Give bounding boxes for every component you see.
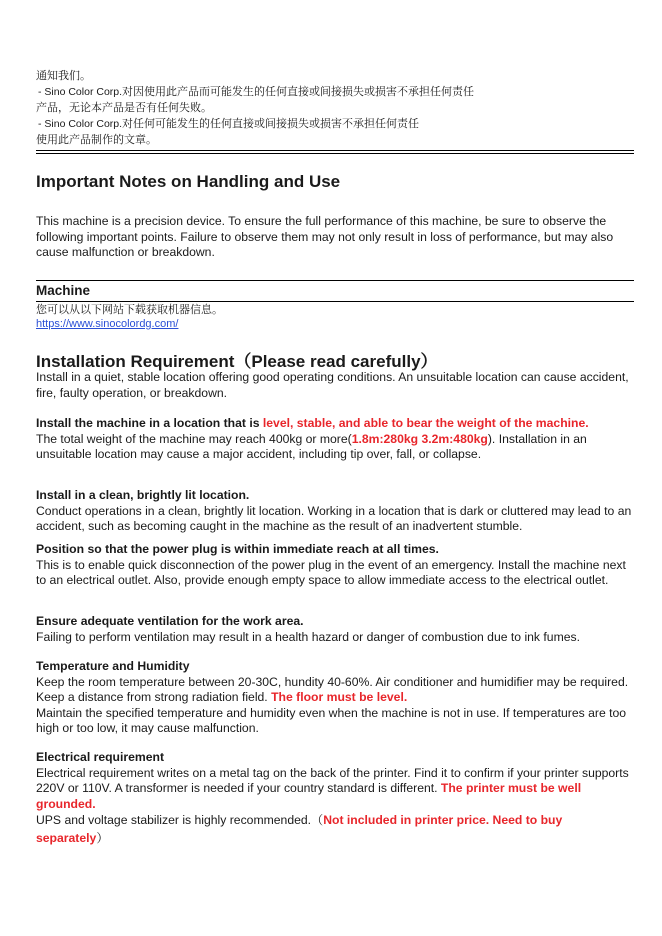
machine-section-bar xyxy=(36,280,634,302)
company-name: - Sino Color Corp. xyxy=(38,86,123,98)
level-body: The total weight of the machine may reach 400kg or more(1.8m:280kg 3.2m:480kg). Installation in an unsuitable location may cause a major accident, including tip over, fall, or collapse. xyxy=(36,431,587,462)
disclaimer-line xyxy=(36,116,634,132)
disclaimer-block xyxy=(36,68,634,148)
temperature-body-2: Maintain the specified temperature and humidity even when the machine is not in use. If temperatures are too high or too low, it may cause malfunction. xyxy=(36,705,627,736)
electrical-heading: Electrical requirement xyxy=(36,750,165,764)
ventilation-section xyxy=(36,614,634,645)
power-section xyxy=(36,542,634,589)
power-body: This is to enable quick disconnection of the power plug in the event of an emergency. Install the machine next to an electrical outlet. Also, provide enough empty space to allow immediate access to the electrical outlet. xyxy=(36,557,626,588)
machine-info-text: 您可以从以下网站下载获取机器信息。 xyxy=(36,303,223,316)
notes-intro: This machine is a precision device. To ensure the full performance of this machine, be sure to observe the following important points. Failure to observe them may not only result in loss of performance, but may also cause malfunction or breakdown. xyxy=(36,214,614,260)
disclaimer-line: 使用此产品制作的文章。 xyxy=(36,133,157,146)
temperature-body: Keep the room temperature between 20-30C, hundity 40-60%. Air conditioner and humidifier may be required. Keep a distance from strong radiation field. The floor must be level. xyxy=(36,674,629,705)
installation-intro: Install in a quiet, stable location offering good operating conditions. An unsuitable location can cause accident, fire, faulty operation, or breakdown. xyxy=(36,370,629,400)
ventilation-body: Failing to perform ventilation may result in a health hazard or danger of combustion due to ink fumes. xyxy=(36,629,580,644)
disclaimer-text: 对因使用此产品而可能发生的任何直接或间接损失或损害不承担任何责任 xyxy=(122,85,475,98)
power-heading: Position so that the power plug is within immediate reach at all times. xyxy=(36,542,439,556)
disclaimer-line xyxy=(36,84,634,100)
machine-title: Machine xyxy=(36,283,91,298)
temperature-heading: Temperature and Humidity xyxy=(36,659,190,673)
clean-heading: Install in a clean, brightly lit location. xyxy=(36,488,250,502)
installation-title: Installation Requirement（Please read carefully） xyxy=(36,352,438,371)
clean-body: Conduct operations in a clean, brightly lit location. Working in a location that is dark or cluttered may lead to an accident, such as becoming caught in the machine as the result of an inadvertent stumble. xyxy=(36,503,632,534)
disclaimer-line: 产品，无论本产品是否有任何失败。 xyxy=(36,101,212,114)
temperature-section xyxy=(36,659,634,737)
electrical-body: Electrical requirement writes on a metal tag on the back of the printer. Find it to confirm if your printer supports 220V or 110V. A transformer is needed if your country standard is different. The printer must be well grounded. xyxy=(36,765,629,811)
clean-section xyxy=(36,488,634,535)
company-name: - Sino Color Corp. xyxy=(38,118,123,130)
disclaimer-line: 通知我们。 xyxy=(36,69,91,82)
electrical-body-2: UPS and voltage stabilizer is highly recommended.（Not included in printer price. Need to buy separately） xyxy=(36,813,563,845)
notes-title: Important Notes on Handling and Use xyxy=(36,172,341,191)
ventilation-heading: Ensure adequate ventilation for the work area. xyxy=(36,614,304,628)
electrical-section xyxy=(36,750,634,847)
double-rule-divider xyxy=(36,150,634,154)
level-section xyxy=(36,416,634,463)
disclaimer-text: 对任何可能发生的任何直接或间接损失或损害不承担任何责任 xyxy=(122,117,420,130)
machine-website-link[interactable]: https://www.sinocolordg.com/ xyxy=(36,318,179,330)
level-heading: Install the machine in a location that is level, stable, and able to bear the weight of the machine. xyxy=(36,416,589,430)
